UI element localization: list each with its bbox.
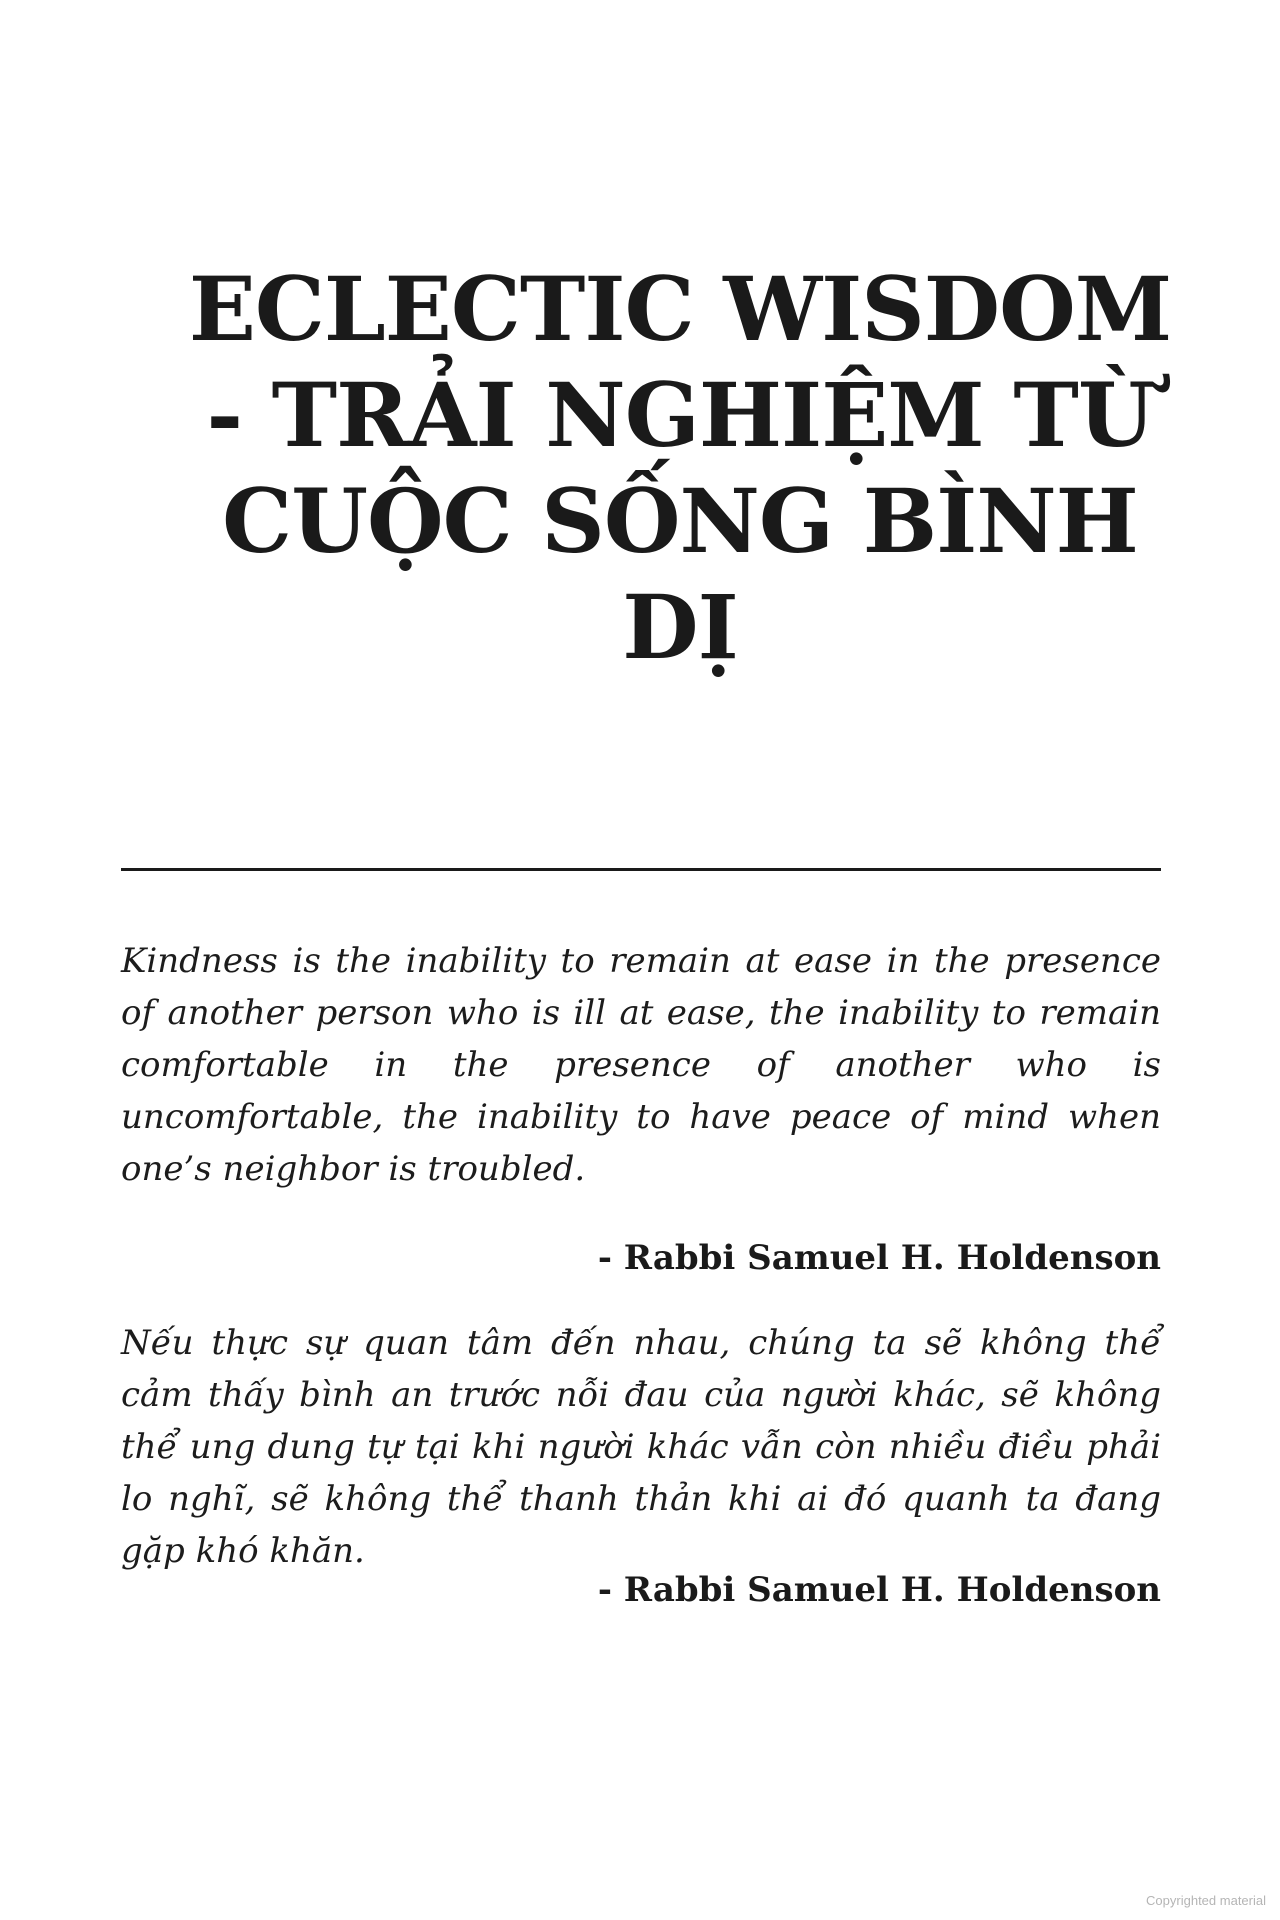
- quote-english: Kindness is the inability to remain at ease in the presence of another person who is ill at ease, the inability to remain comfortable in the presence of another who is uncomfortable, the inability to have peace of mind when one’s neighbor is troubled.: [121, 941, 1161, 1189]
- quote-vietnamese: Nếu thực sự quan tâm đến nhau, chúng ta sẽ không thể cảm thấy bình an trước nỗi đau của người khác, sẽ không thể ung dung tự tại khi người khác vẫn còn nhiều điều phải lo nghĩ, sẽ không thể thanh thản khi ai đó quanh ta đang gặp khó khăn.: [121, 1323, 1161, 1571]
- quote-vietnamese-attribution: - Rabbi Samuel H. Holdenson: [597, 1570, 1161, 1610]
- copyright-notice: Copyrighted material: [1146, 1893, 1266, 1908]
- page-title: ECLECTIC WISDOM - TRẢI NGHIỆM TỪ CUỘC SỐNG BÌNH DỊ: [188, 257, 1172, 679]
- quote-english-attribution: - Rabbi Samuel H. Holdenson: [597, 1238, 1161, 1278]
- title-divider: [121, 868, 1161, 871]
